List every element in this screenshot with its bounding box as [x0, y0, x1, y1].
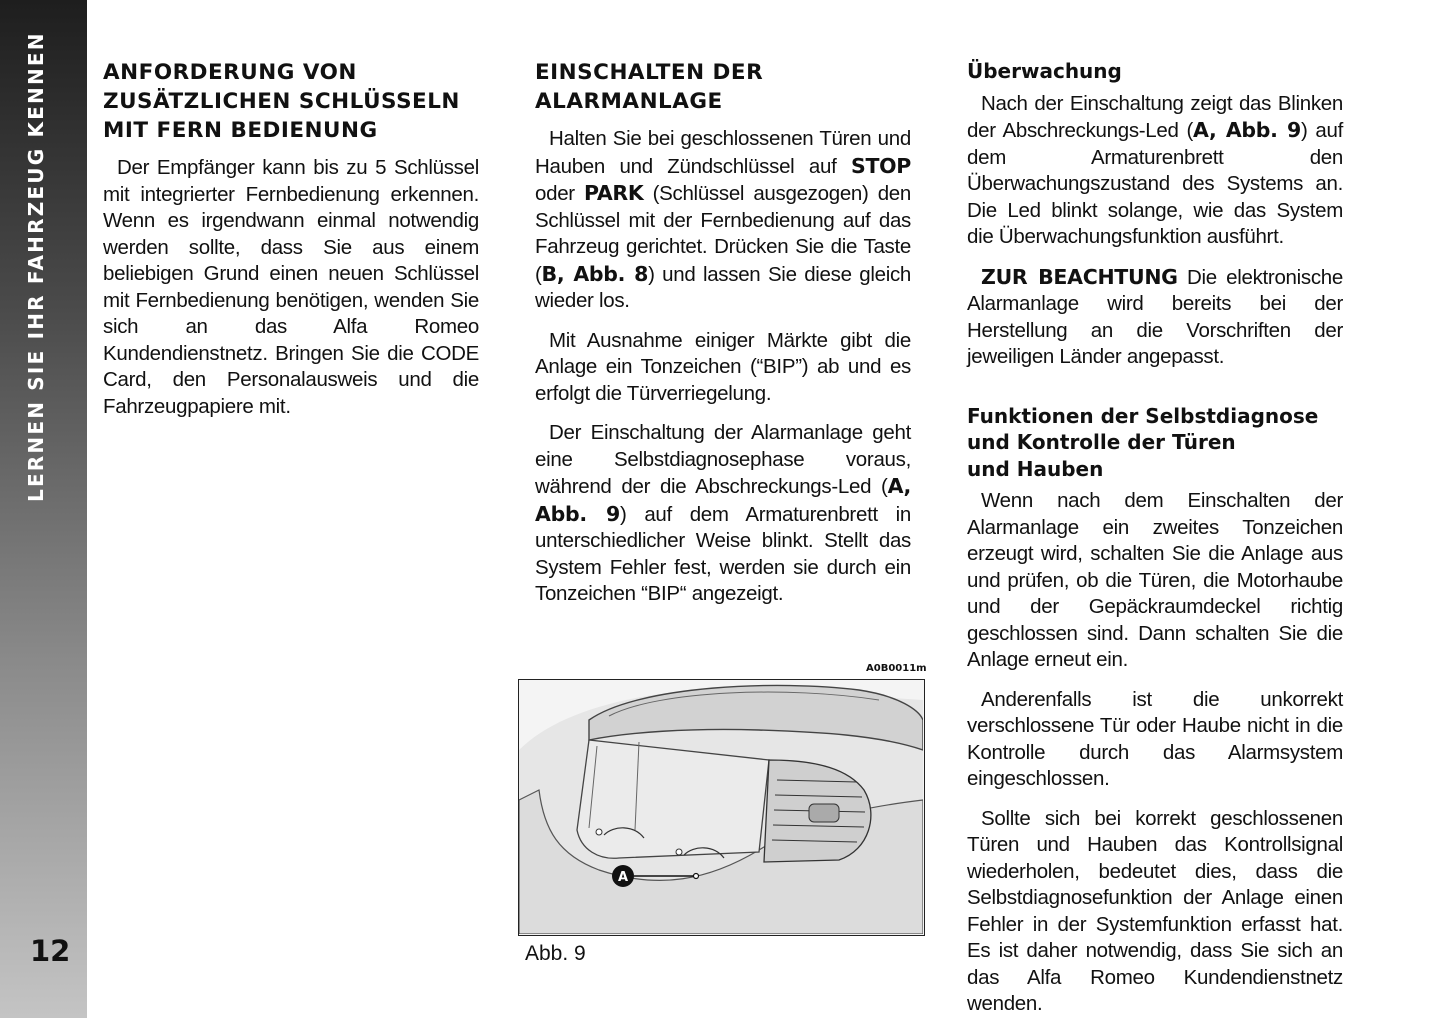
dashboard-illustration: [519, 680, 923, 934]
paragraph-monitoring: Nach der Einschaltung zeigt das Blinken der Abschreckungs-Led (A, Abb. 9) auf dem Armaturenbrett den Überwachungszustand des Systems an. Die Led blinkt solange, wie das System die Überwachungsfunktion ausführt.: [967, 91, 1343, 248]
figure-dashboard-led: [518, 679, 925, 936]
heading-alarm-activation: EINSCHALTEN DER ALARMANLAGE: [535, 60, 764, 114]
column-1: [103, 58, 479, 433]
paragraph-self-diagnosis: Der Einschaltung der Alarmanlage geht eine Selbstdiagnosephase voraus, während der die Abschreckungs-Led (A, Abb. 9) auf dem Armaturenbrett in unterschiedlicher Weise blinkt. Stellt das System Fehler fest, werden sie durch ein Tonzeichen “BIP“ angezeigt.: [535, 421, 911, 605]
column-2: [535, 58, 911, 621]
heading-self-diagnosis-functions: Funktionen der Selbstdiagnose und Kontrolle der Türen und Hauben: [967, 403, 1319, 481]
heading-monitoring: Überwachung: [967, 59, 1122, 83]
figure-caption: Abb. 9: [525, 942, 586, 965]
figure-code: A0B0011m: [866, 663, 927, 674]
paragraph-second-beep: Wenn nach dem Einschalten der Alarmanlage ein zweites Tonzeichen erzeugt wird, schalten Sie die Anlage aus und prüfen, ob die Türen, die Motorhaube und der Gepäckraumdeckel richtig geschlossen sind. Dann schalten Sie die Anlage erneut ein.: [967, 489, 1343, 671]
column-3: [967, 58, 1343, 1031]
paragraph-repeat-signal: Sollte sich bei korrekt geschlossenen Türen und Hauben das Kontrollsignal wiederholen, bedeutet dies, dass die Selbstdiagnosefunktion der Anlage einen Fehler in der Systemfunktion erfasst hat. Es ist daher notwendig, dass Sie sich an das Alfa Romeo Kundendienstnetz wenden.: [967, 806, 1343, 1015]
section-title: LERNEN SIE IHR FAHRZEUG KENNEN: [24, 31, 48, 502]
paragraph-not-included: Anderenfalls ist die unkorrekt verschlossene Tür oder Haube nicht in die Kontrolle durch das Alarmsystem eingeschlossen.: [967, 687, 1343, 790]
sidebar-band: [0, 0, 87, 1018]
paragraph-additional-keys: Der Empfänger kann bis zu 5 Schlüssel mit integrierter Fernbedienung erkennen. Wenn es irgendwann einmal notwendig werden sollte, dass Sie aus einem beliebigen Grund einen neuen Schlüssel mit Fernbedienung benötigen, wenden Sie sich an das Alfa Romeo Kundendienstnetz. Bringen Sie die CODE Card, den Personalausweis und die Fahrzeugpapiere mit.: [103, 156, 479, 418]
paragraph-activation-procedure: Halten Sie bei geschlossenen Türen und Hauben und Zündschlüssel auf STOP oder PARK (Schlüssel ausgezogen) den Schlüssel mit der Fernbedienung auf das Fahrzeug gerichtet. Drücken Sie die Taste (B, Abb. 8) und lassen Sie diese gleich wieder los.: [535, 127, 911, 312]
paragraph-note: ZUR BEACHTUNG Die elektronische Alarmanlage wird bereits bei der Herstellung an die Vorschriften der jeweiligen Länder angepasst.: [967, 264, 1343, 368]
page-number: 12: [30, 934, 71, 968]
paragraph-beep-lock: Mit Ausnahme einiger Märkte gibt die Anlage ein Tonzeichen (“BIP”) ab und es erfolgt die Türverriegelung.: [535, 328, 911, 405]
heading-additional-keys: ANFORDERUNG VON ZUSÄTZLICHEN SCHLÜSSELN MIT FERN BEDIENUNG: [103, 60, 460, 143]
callout-label-a: A: [617, 870, 629, 885]
